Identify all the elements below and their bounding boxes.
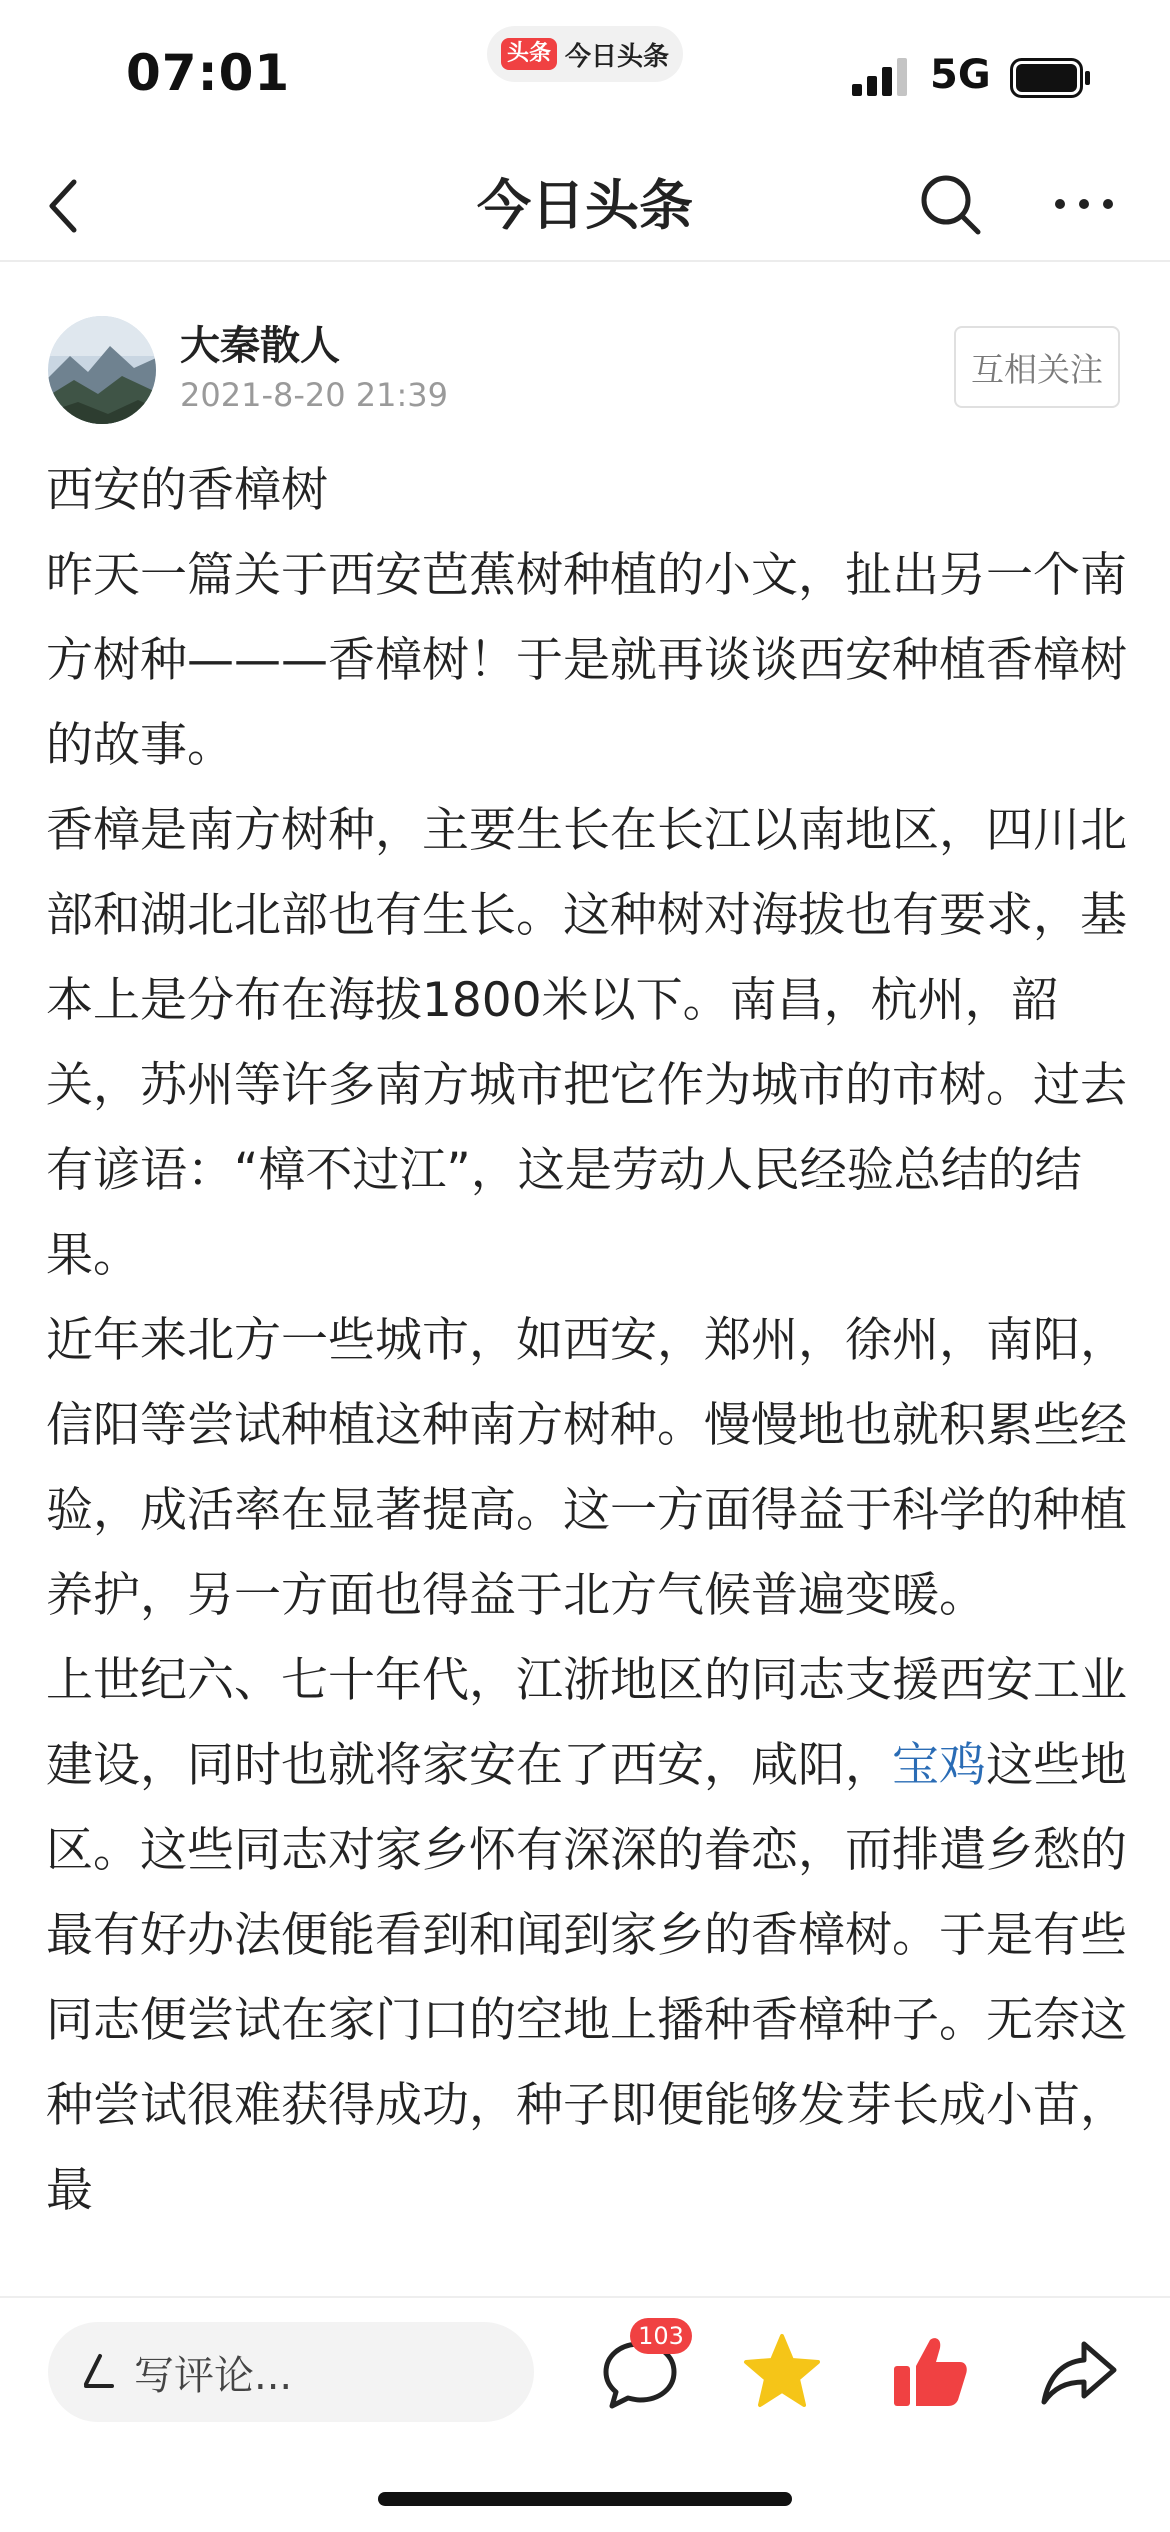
- signal-icon: [852, 58, 908, 96]
- comment-placeholder: 写评论...: [134, 2352, 293, 2399]
- more-icon[interactable]: [1046, 166, 1122, 242]
- place-link-baoji[interactable]: 宝鸡: [892, 1738, 986, 1793]
- author-name[interactable]: 大秦散人: [180, 323, 340, 369]
- article-title: 西安的香樟树: [46, 463, 328, 518]
- status-bar: [0, 0, 1170, 150]
- comment-input[interactable]: [48, 2322, 534, 2422]
- paragraph-text: 这些地区。这些同志对家乡怀有深深的眷恋，而排遣乡愁的最有好办法便能看到和闻到家乡的香樟树。于是有些同志便尝试在家门口的空地上播种香樟种子。无奈这种尝试很难获得成功，种子即便能够发芽长成小苗，最: [46, 1738, 1127, 2218]
- search-icon[interactable]: [912, 166, 988, 242]
- pen-icon: [78, 2352, 118, 2392]
- app-name: 今日头条: [565, 41, 670, 72]
- nav-bar: [0, 150, 1170, 262]
- bottom-action-bar: [0, 2296, 1170, 2532]
- app-indicator-pill[interactable]: [487, 26, 683, 82]
- publish-time: 2021-8-20 21:39: [180, 376, 448, 414]
- status-time: 07:01: [126, 44, 291, 102]
- article-paragraph: 昨天一篇关于西安芭蕉树种植的小文，扯出另一个南方树种———香樟树！于是就再谈谈西安种植香樟树的故事。: [46, 548, 1127, 773]
- author-avatar[interactable]: [48, 316, 156, 424]
- star-icon[interactable]: [732, 2322, 832, 2422]
- share-icon[interactable]: [1030, 2322, 1130, 2422]
- like-icon[interactable]: [880, 2322, 980, 2422]
- app-logo: 头条: [501, 38, 557, 70]
- network-label: 5G: [930, 52, 991, 98]
- battery-icon: [1010, 58, 1092, 98]
- follow-button[interactable]: 互相关注: [954, 326, 1120, 408]
- home-indicator[interactable]: [378, 2492, 792, 2506]
- page-title: 今日头条: [477, 174, 693, 237]
- article-paragraph: [46, 1638, 1132, 2233]
- comment-count-badge: 103: [630, 2318, 692, 2354]
- author-header: [0, 300, 1170, 440]
- paragraph-text: 上世纪六、七十年代，江浙地区的同志支援西安工业建设，同时也就将家安在了西安，咸阳，: [46, 1653, 1127, 1793]
- article-body: [46, 448, 1132, 2233]
- article-paragraph: 近年来北方一些城市，如西安，郑州，徐州，南阳，信阳等尝试种植这种南方树种。慢慢地也就积累些经验，成活率在显著提高。这一方面得益于科学的种植养护，另一方面也得益于北方气候普遍变暖。: [46, 1313, 1127, 1623]
- article-paragraph: 香樟是南方树种，主要生长在长江以南地区，四川北部和湖北北部也有生长。这种树对海拔也有要求，基本上是分布在海拔1800米以下。南昌，杭州，韶关，苏州等许多南方城市把它作为城市的市树。过去有谚语：“樟不过江”，这是劳动人民经验总结的结果。: [46, 803, 1127, 1283]
